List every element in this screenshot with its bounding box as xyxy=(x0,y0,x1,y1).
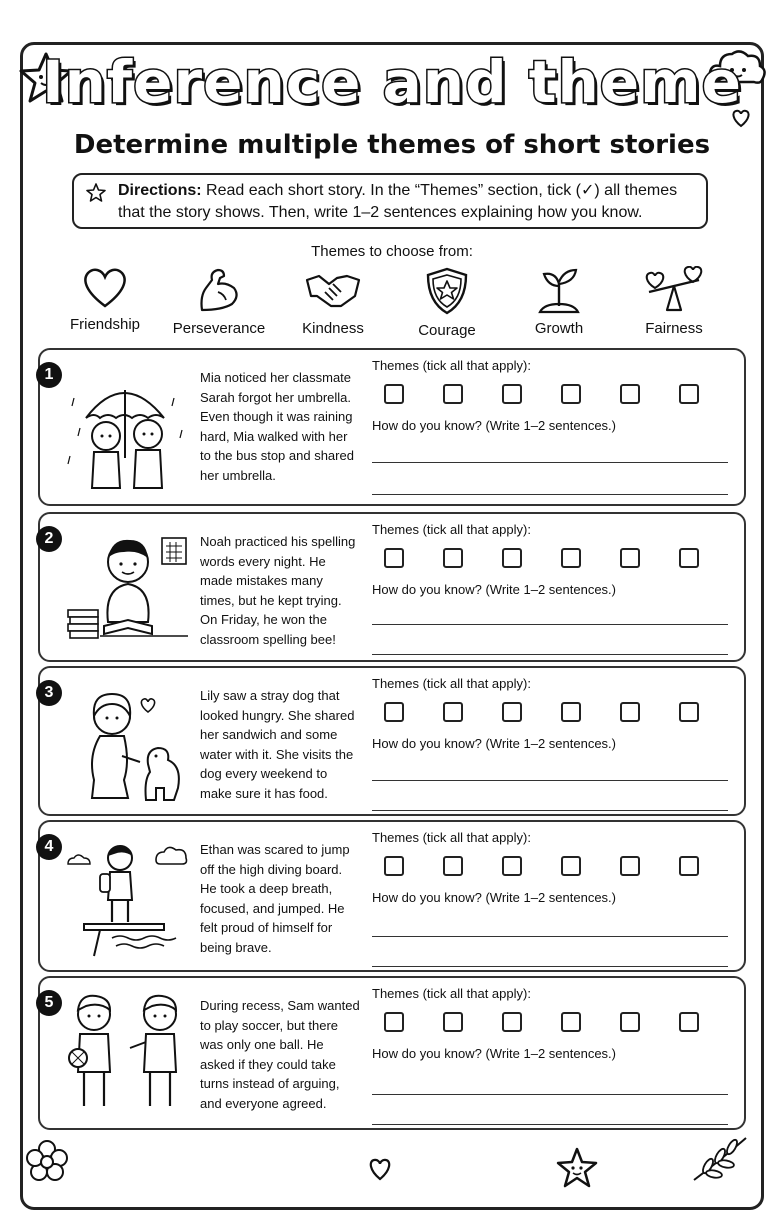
directions-box xyxy=(72,173,708,229)
boy-studying-illustration xyxy=(64,522,194,657)
checkbox-kindness[interactable] xyxy=(502,384,522,404)
directions-label: Directions: xyxy=(118,182,202,199)
story-text: During recess, Sam wanted to play soccer, but there was only one ball. He asked if they could take turns instead of arguing, and everyone agreed. xyxy=(200,998,360,1111)
theme-label: Growth xyxy=(534,320,584,337)
star-bottom-icon xyxy=(554,1146,600,1190)
themes-heading: Themes to choose from: xyxy=(311,243,473,260)
story-card-3 xyxy=(38,666,746,816)
theme-courage xyxy=(392,266,502,339)
how-label: How do you know? (Write 1–2 sentences.) xyxy=(372,1046,616,1061)
story-number: 5 xyxy=(36,990,62,1016)
how-label: How do you know? (Write 1–2 sentences.) xyxy=(372,418,616,433)
checkbox-kindness[interactable] xyxy=(502,856,522,876)
checkbox-perseverance[interactable] xyxy=(443,856,463,876)
theme-friendship xyxy=(50,266,160,333)
checkbox-growth[interactable] xyxy=(620,384,640,404)
answer-line[interactable] xyxy=(372,654,728,655)
checkbox-perseverance[interactable] xyxy=(443,702,463,722)
checkbox-courage[interactable] xyxy=(561,702,581,722)
answer-line[interactable] xyxy=(372,810,728,811)
story-text: Mia noticed her classmate Sarah forgot her umbrella. Even though it was raining hard, Mia walked with her to the bus stop and shared her umbrella. xyxy=(200,370,354,483)
checkbox-courage[interactable] xyxy=(561,1012,581,1032)
theme-label: Fairness xyxy=(645,320,703,337)
heart-icon xyxy=(80,266,130,310)
checkbox-fairness[interactable] xyxy=(679,384,699,404)
checkbox-fairness[interactable] xyxy=(679,1012,699,1032)
directions-text: Read each short story. In the “Themes” section, tick (✓) all themes that the story shows. Then, write 1–2 sentences explaining how you know. xyxy=(118,182,678,221)
leaf-branch-icon xyxy=(688,1132,750,1184)
checkbox-courage[interactable] xyxy=(561,856,581,876)
themes-label: Themes (tick all that apply): xyxy=(372,522,531,537)
story-number: 1 xyxy=(36,362,62,388)
checkbox-friendship[interactable] xyxy=(384,702,404,722)
story-number: 3 xyxy=(36,680,62,706)
balance-hearts-icon xyxy=(643,266,705,314)
story-card-4 xyxy=(38,820,746,972)
answer-line[interactable] xyxy=(372,1094,728,1095)
themes-label: Themes (tick all that apply): xyxy=(372,358,531,373)
checkbox-growth[interactable] xyxy=(620,702,640,722)
checkbox-growth[interactable] xyxy=(620,856,640,876)
theme-label: Courage xyxy=(418,322,476,339)
checkbox-perseverance[interactable] xyxy=(443,384,463,404)
story-text: Lily saw a stray dog that looked hungry. She shared her sandwich and some water with it. She visits the dog every weekend to make sure it has food. xyxy=(200,688,355,801)
checkbox-courage[interactable] xyxy=(561,384,581,404)
page-title: Inference and theme xyxy=(42,48,742,116)
theme-label: Perseverance xyxy=(172,320,266,337)
story-number: 2 xyxy=(36,526,62,552)
theme-label: Friendship xyxy=(69,316,141,333)
page-subtitle: Determine multiple themes of short stories xyxy=(73,130,711,160)
flexed-arm-icon xyxy=(194,266,244,314)
checkbox-perseverance[interactable] xyxy=(443,1012,463,1032)
checkbox-kindness[interactable] xyxy=(502,1012,522,1032)
themes-label: Themes (tick all that apply): xyxy=(372,830,531,845)
checkbox-growth[interactable] xyxy=(620,548,640,568)
star-icon xyxy=(86,183,106,203)
answer-line[interactable] xyxy=(372,494,728,495)
checkbox-kindness[interactable] xyxy=(502,702,522,722)
checkbox-growth[interactable] xyxy=(620,1012,640,1032)
how-label: How do you know? (Write 1–2 sentences.) xyxy=(372,582,616,597)
answer-line[interactable] xyxy=(372,624,728,625)
theme-perseverance xyxy=(164,266,274,337)
checkbox-friendship[interactable] xyxy=(384,856,404,876)
how-label: How do you know? (Write 1–2 sentences.) xyxy=(372,890,616,905)
checkbox-fairness[interactable] xyxy=(679,702,699,722)
answer-line[interactable] xyxy=(372,966,728,967)
checkbox-fairness[interactable] xyxy=(679,548,699,568)
checkbox-courage[interactable] xyxy=(561,548,581,568)
girls-umbrella-illustration xyxy=(64,358,194,493)
girl-feeding-dog-illustration xyxy=(64,676,194,811)
themes-label: Themes (tick all that apply): xyxy=(372,676,531,691)
checkbox-friendship[interactable] xyxy=(384,384,404,404)
answer-line[interactable] xyxy=(372,1124,728,1125)
shield-star-icon xyxy=(424,266,470,316)
answer-line[interactable] xyxy=(372,936,728,937)
answer-line[interactable] xyxy=(372,462,728,463)
story-number: 4 xyxy=(36,834,62,860)
story-card-5 xyxy=(38,976,746,1130)
flower-decoration-icon xyxy=(24,1138,70,1184)
story-card-2 xyxy=(38,512,746,662)
boy-diving-board-illustration xyxy=(64,830,194,965)
checkbox-kindness[interactable] xyxy=(502,548,522,568)
theme-kindness xyxy=(278,266,388,337)
theme-label: Kindness xyxy=(302,320,364,337)
answer-line[interactable] xyxy=(372,780,728,781)
how-label: How do you know? (Write 1–2 sentences.) xyxy=(372,736,616,751)
theme-growth xyxy=(504,266,614,337)
themes-label: Themes (tick all that apply): xyxy=(372,986,531,1001)
handshake-icon xyxy=(305,266,361,314)
sprout-icon xyxy=(534,266,584,314)
story-text: Ethan was scared to jump off the high diving board. He took a deep breath, focused, and jumped. He felt proud of himself for being brave. xyxy=(200,842,350,955)
checkbox-friendship[interactable] xyxy=(384,548,404,568)
heart-bottom-icon xyxy=(366,1156,394,1182)
checkbox-perseverance[interactable] xyxy=(443,548,463,568)
two-boys-ball-illustration xyxy=(64,986,194,1121)
theme-fairness xyxy=(619,266,729,337)
story-card-1 xyxy=(38,348,746,506)
story-text: Noah practiced his spelling words every night. He made mistakes many times, but he kept trying. On Friday, he won the classroom spelling bee! xyxy=(200,534,356,647)
checkbox-fairness[interactable] xyxy=(679,856,699,876)
checkbox-friendship[interactable] xyxy=(384,1012,404,1032)
